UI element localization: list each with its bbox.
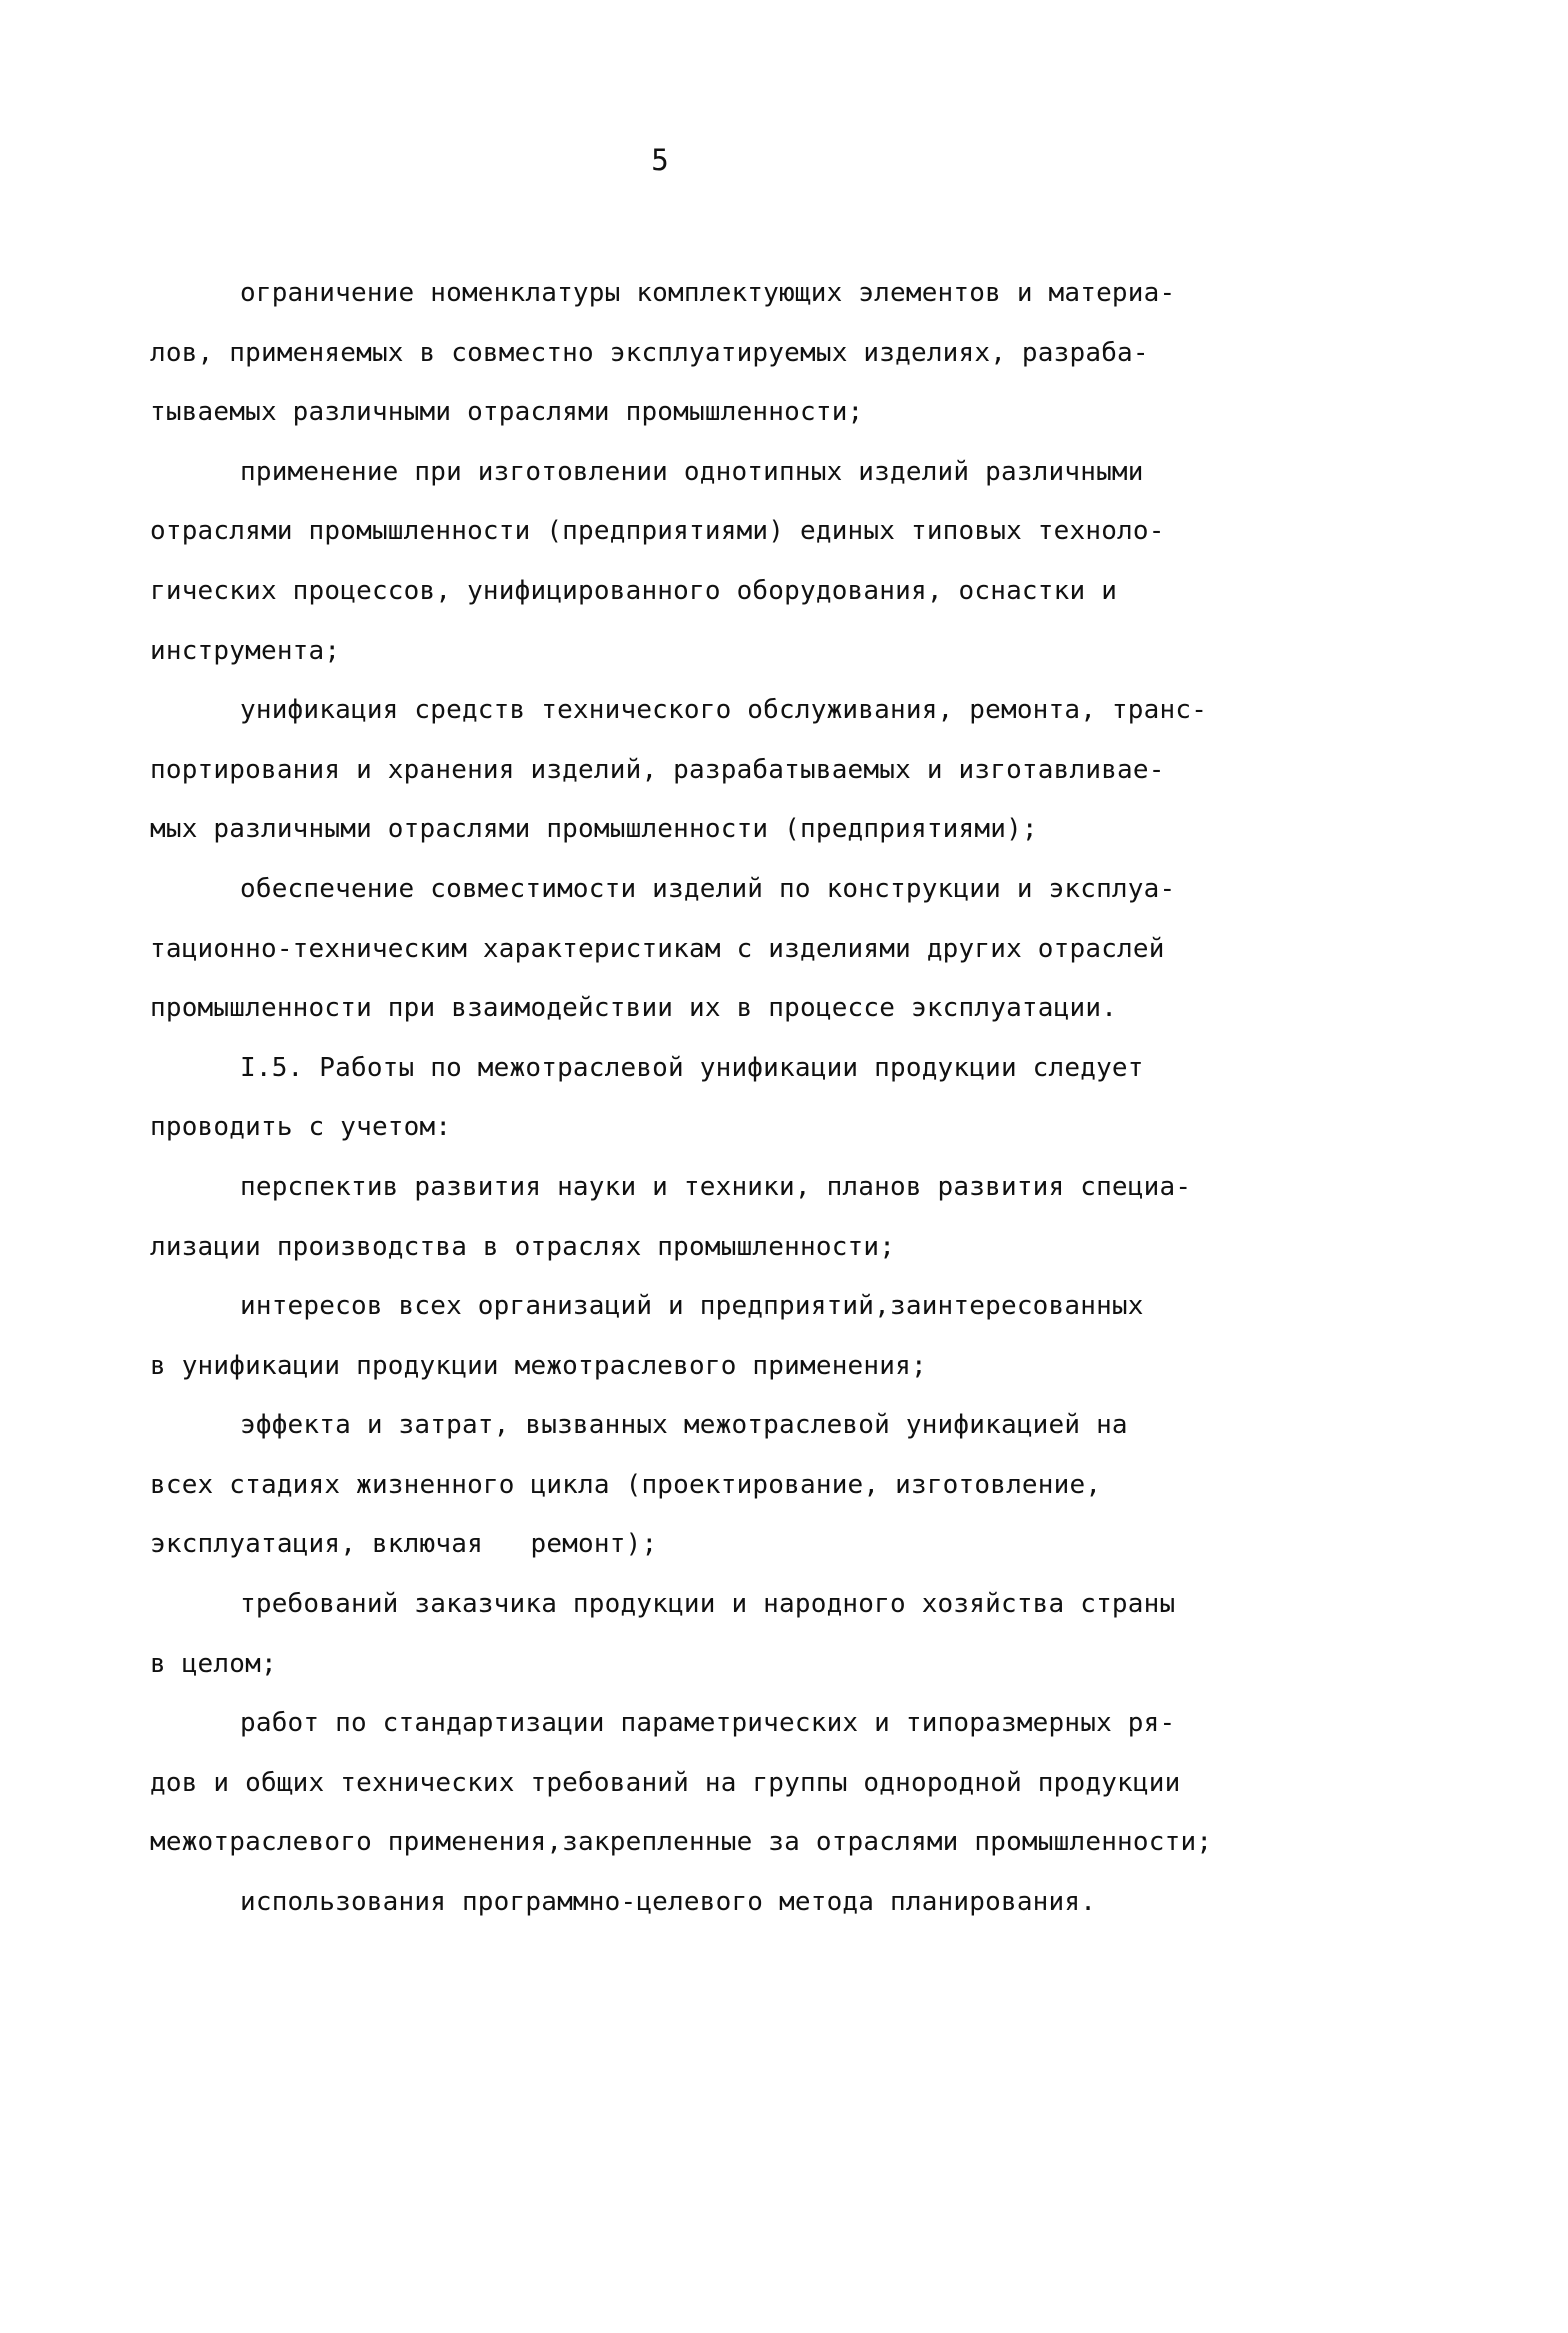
text-line: тываемых различными отраслями промышленности; [150, 397, 864, 428]
text-line: требований заказчика продукции и народного хозяйства страны [240, 1589, 1176, 1620]
text-line: лизации производства в отраслях промышленности; [150, 1231, 896, 1262]
text-line: перспектив развития науки и техники, планов развития специа- [240, 1171, 1192, 1202]
body-text [150, 271, 1360, 1940]
text-line: дов и общих технических требований на группы однородной продукции [150, 1767, 1181, 1798]
text-line: работ по стандартизации параметрических и типоразмерных ря- [240, 1708, 1176, 1739]
text-line: лов, применяемых в совместно эксплуатируемых изделиях, разраба- [150, 337, 1149, 368]
text-line: применение при изготовлении однотипных изделий различными [240, 456, 1144, 487]
text-line: обеспечение совместимости изделий по конструкции и эксплуа- [240, 873, 1176, 904]
text-line: тационно-техническим характеристикам с изделиями других отраслей [150, 933, 1165, 964]
text-line: в целом; [150, 1648, 277, 1679]
text-line: эффекта и затрат, вызванных межотраслевой унификацией на [240, 1410, 1128, 1441]
text-line: отраслями промышленности (предприятиями) единых типовых техноло- [150, 516, 1165, 547]
text-line: межотраслевого применения,закрепленные за отраслями промышленности; [150, 1827, 1213, 1858]
text-line: I.5. Работы по межотраслевой унификации продукции следует [240, 1052, 1144, 1083]
text-line: промышленности при взаимодействии их в процессе эксплуатации. [150, 993, 1118, 1024]
text-line: инструмента; [150, 635, 341, 666]
text-line: портирования и хранения изделий, разрабатываемых и изготавливае- [150, 754, 1165, 785]
text-line: проводить с учетом: [150, 1112, 452, 1143]
text-line: мых различными отраслями промышленности (предприятиями); [150, 814, 1038, 845]
text-line: гических процессов, унифицированного оборудования, оснастки и [150, 575, 1118, 606]
text-line: унификация средств технического обслуживания, ремонта, транс- [240, 695, 1208, 726]
page-number: 5 [651, 143, 669, 177]
text-line: ограничение номенклатуры комплектующих элементов и материа- [240, 278, 1176, 308]
text-line: в унификации продукции межотраслевого применения; [150, 1350, 927, 1381]
text-line: всех стадиях жизненного цикла (проектирование, изготовление, [150, 1469, 1102, 1500]
text-line: эксплуатация, включая ремонт); [150, 1529, 658, 1560]
text-line: интересов всех организаций и предприятий,заинтересованных [240, 1291, 1144, 1322]
text-line: использования программно-целевого метода планирования. [240, 1887, 1097, 1918]
